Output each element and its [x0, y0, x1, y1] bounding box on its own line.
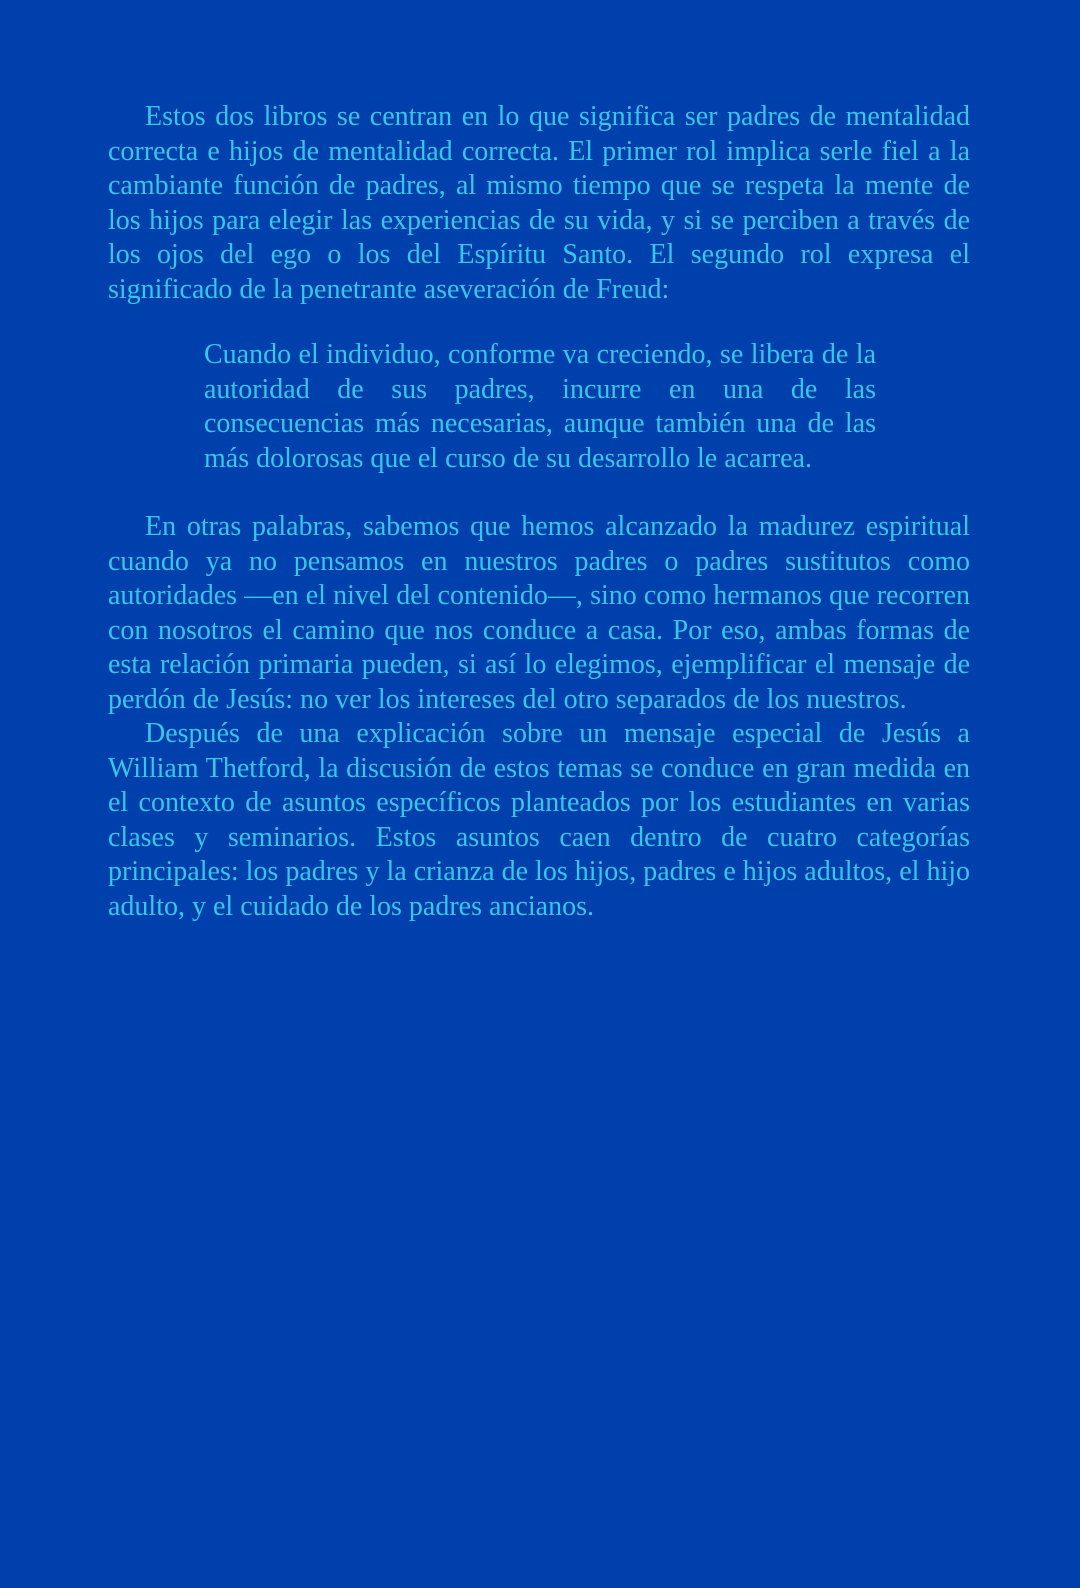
freud-quote: Cuando el individuo, conforme va creciendo, se libera de la autoridad de sus padres, incurre en una de las consecuencias más necesarias, aunque también una de las más dolorosas que el curso de su desarrollo le acarrea.: [204, 339, 876, 474]
paragraph-categories: Después de una explicación sobre un mensaje especial de Jesús a William Thetford, la discusión de estos temas se conduce en gran medida en el contexto de asuntos específicos planteados por los estudiantes en varias clases y seminarios. Estos asuntos caen dentro de cuatro categorías principales: los padres y la crianza de los hijos, padres e hijos adultos, el hijo adulto, y el cuidado de los padres ancianos.: [108, 718, 970, 922]
body-text: [108, 100, 970, 924]
paragraph-intro: Estos dos libros se centran en lo que significa ser padres de mentalidad correcta e hijos de mentalidad correcta. El primer rol implica serle fiel a la cambiante función de padres, al mismo tiempo que se respeta la mente de los hijos para elegir las experiencias de su vida, y si se perciben a través de los ojos del ego o los del Espíritu Santo. El segundo rol expresa el significado de la penetrante aseveración de Freud:: [108, 101, 970, 305]
paragraph-maturity: En otras palabras, sabemos que hemos alcanzado la madurez espiritual cuando ya no pensamos en nuestros padres o padres sustitutos como autoridades —en el nivel del contenido—, sino como hermanos que recorren con nosotros el camino que nos conduce a casa. Por eso, ambas formas de esta relación primaria pueden, si así lo elegimos, ejemplificar el mensaje de perdón de Jesús: no ver los intereses del otro separados de los nuestros.: [108, 511, 970, 715]
